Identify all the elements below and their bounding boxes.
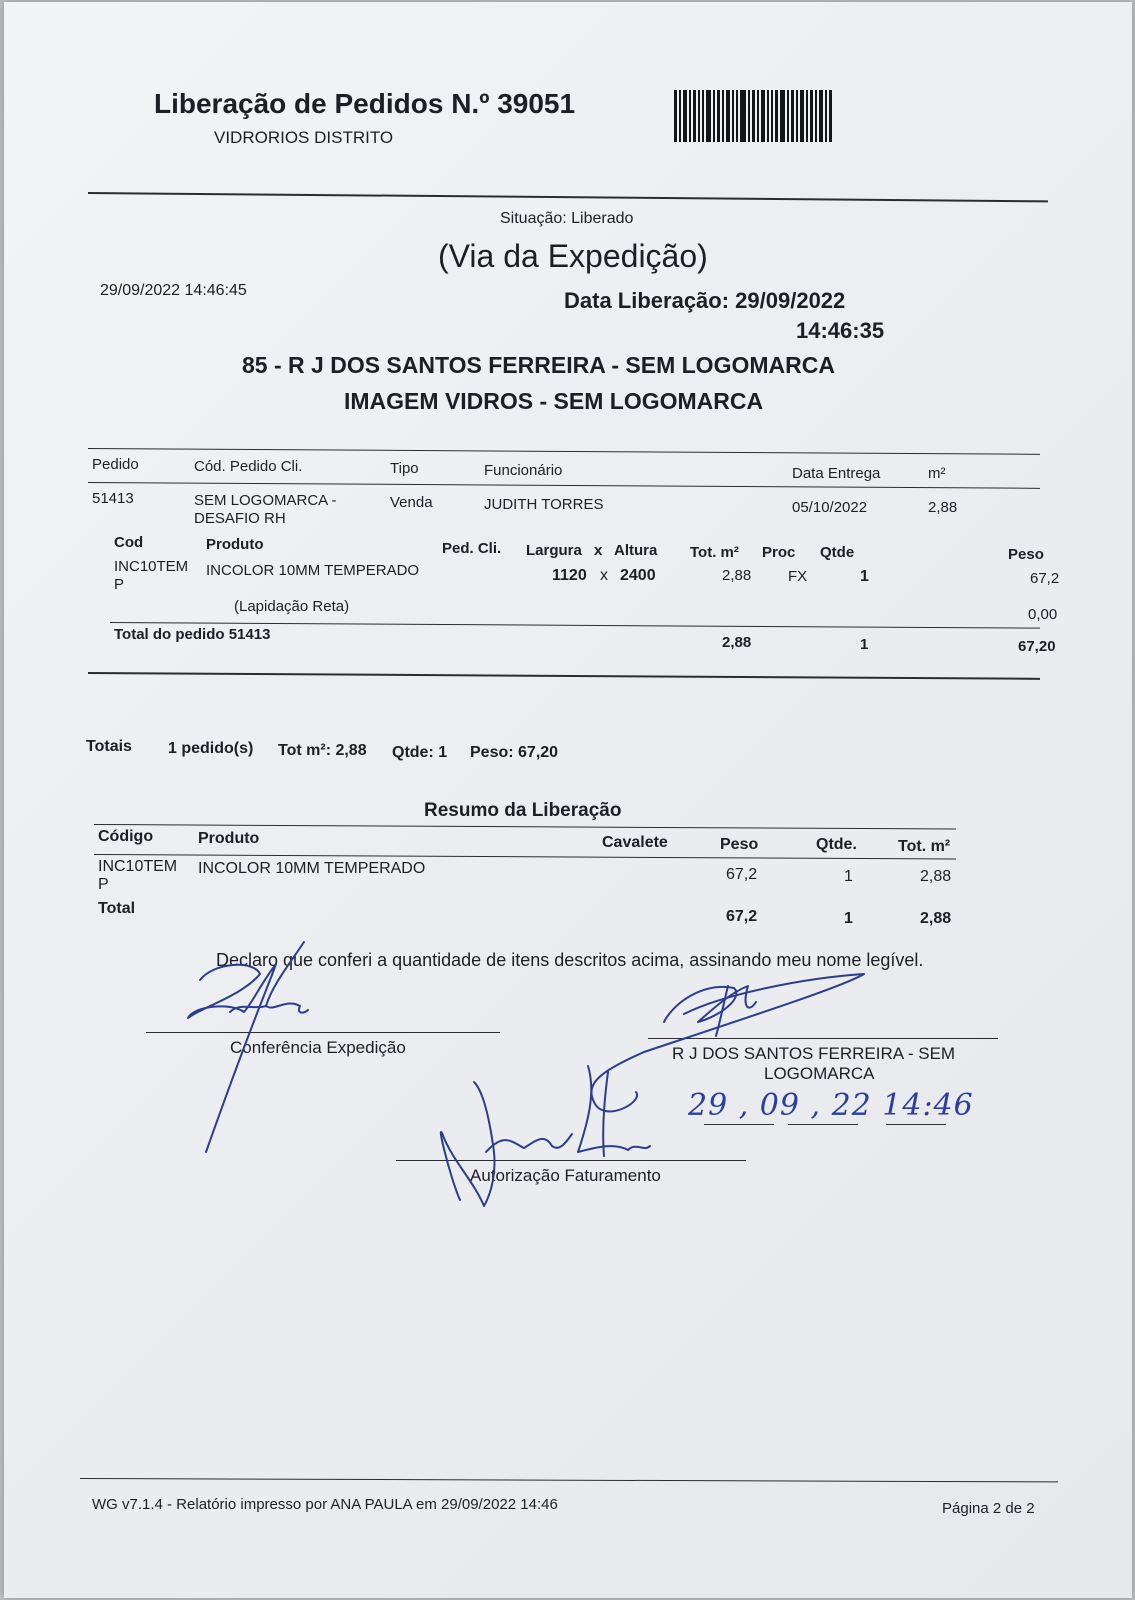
- col-header-cod-pedido-cli: Cód. Pedido Cli.: [194, 458, 303, 475]
- col-header-data-entrega: Data Entrega: [792, 465, 881, 482]
- order-total-label: Total do pedido 51413: [114, 626, 271, 643]
- print-timestamp: 29/09/2022 14:46:45: [100, 282, 247, 299]
- resumo-codigo-1: INC10TEM: [98, 858, 178, 875]
- order-m2: 2,88: [928, 499, 958, 516]
- resumo-peso: 67,2: [726, 866, 758, 883]
- footer-page-number: Página 2 de 2: [942, 1500, 1035, 1517]
- client-subname: IMAGEM VIDROS - SEM LOGOMARCA: [344, 388, 764, 414]
- resumo-total-tot-m2: 2,88: [920, 910, 952, 927]
- signature-label-conferencia: Conferência Expedição: [230, 1038, 406, 1057]
- order-data-entrega: 05/10/2022: [792, 499, 868, 516]
- handwritten-date: 29 , 09 , 22 14:46: [688, 1088, 974, 1123]
- footer-rule: [80, 1478, 1058, 1482]
- declaration-text: Declaro que conferi a quantidade de itens descritos acima, assinando meu nome legível.: [216, 950, 924, 970]
- item-header-altura: Altura: [614, 542, 658, 559]
- resumo-total-peso: 67,2: [726, 908, 758, 925]
- col-header-pedido: Pedido: [92, 456, 139, 473]
- order-cod-pedido-cli-1: SEM LOGOMARCA -: [194, 492, 337, 509]
- item-peso: 67,2: [1030, 570, 1060, 587]
- item-qtde: 1: [860, 568, 869, 585]
- item-header-tot-m2: Tot. m²: [690, 544, 739, 561]
- item-altura: 2400: [620, 567, 656, 584]
- item-header-x: x: [594, 542, 603, 559]
- signature-label-client-1: R J DOS SANTOS FERREIRA - SEM: [672, 1044, 956, 1063]
- resumo-tot-m2: 2,88: [920, 868, 952, 885]
- sub-item-label: (Lapidação Reta): [234, 598, 350, 615]
- item-cod-1: INC10TEM: [114, 558, 189, 575]
- client-name: 85 - R J DOS SANTOS FERREIRA - SEM LOGOMARCA: [242, 352, 835, 378]
- sub-item-peso: 0,00: [1028, 606, 1058, 623]
- item-header-largura: Largura: [526, 542, 582, 559]
- document-page: [4, 2, 1132, 1598]
- resumo-codigo-2: P: [98, 876, 109, 893]
- col-header-m2: m²: [928, 465, 946, 482]
- resumo-produto: INCOLOR 10MM TEMPERADO: [198, 860, 426, 877]
- resumo-total-label: Total: [98, 900, 136, 917]
- totais-pedidos: 1 pedido(s): [168, 740, 254, 757]
- totais-qtde: Qtde: 1: [392, 744, 448, 761]
- item-proc: FX: [788, 568, 808, 585]
- item-header-qtde: Qtde: [820, 544, 855, 561]
- resumo-header-codigo: Código: [98, 828, 154, 845]
- item-header-ped-cli: Ped. Cli.: [442, 540, 502, 557]
- document-title: Liberação de Pedidos N.º 39051: [154, 88, 576, 119]
- data-liberacao: Data Liberação: 29/09/2022: [564, 288, 846, 313]
- signature-label-autorizacao: Autorização Faturamento: [470, 1166, 661, 1185]
- order-total-peso: 67,20: [1018, 638, 1056, 655]
- resumo-title: Resumo da Liberação: [424, 800, 622, 821]
- order-pedido: 51413: [92, 490, 134, 507]
- resumo-header-produto: Produto: [198, 830, 260, 847]
- item-tot-m2: 2,88: [722, 567, 752, 584]
- item-header-peso: Peso: [1008, 546, 1044, 563]
- situacao: Situação: Liberado: [500, 210, 634, 227]
- signature-label-client-2: LOGOMARCA: [764, 1064, 875, 1083]
- col-header-funcionario: Funcionário: [484, 462, 563, 479]
- order-total-tot-m2: 2,88: [722, 634, 752, 651]
- handwritten-signatures: [4, 2, 1132, 1302]
- footer-printed-by: WG v7.1.4 - Relatório impresso por ANA PAULA em 29/09/2022 14:46: [92, 1496, 558, 1513]
- totais-tot-m2: Tot m²: 2,88: [278, 742, 367, 759]
- item-header-proc: Proc: [762, 544, 796, 561]
- item-largura: 1120: [552, 567, 587, 584]
- item-produto: INCOLOR 10MM TEMPERADO: [206, 562, 420, 579]
- totais-peso: Peso: 67,20: [470, 744, 559, 761]
- resumo-header-peso: Peso: [720, 836, 759, 853]
- resumo-total-qtde: 1: [844, 910, 853, 927]
- order-total-qtde: 1: [860, 636, 869, 653]
- order-funcionario: JUDITH TORRES: [484, 496, 604, 513]
- company-name: VIDRORIOS DISTRITO: [214, 128, 394, 147]
- order-tipo: Venda: [390, 494, 433, 511]
- item-header-produto: Produto: [206, 536, 264, 553]
- resumo-header-qtde: Qtde.: [816, 836, 857, 853]
- resumo-header-cavalete: Cavalete: [602, 834, 668, 851]
- hora-liberacao: 14:46:35: [796, 318, 885, 343]
- item-cod-2: P: [114, 576, 125, 593]
- item-header-cod: Cod: [114, 534, 144, 551]
- resumo-qtde: 1: [844, 868, 853, 885]
- totais-label: Totais: [86, 738, 132, 755]
- resumo-header-tot-m2: Tot. m²: [898, 838, 951, 855]
- via-label: (Via da Expedição): [438, 238, 708, 274]
- order-cod-pedido-cli-2: DESAFIO RH: [194, 510, 286, 527]
- col-header-tipo: Tipo: [390, 460, 419, 477]
- item-x: x: [600, 567, 608, 584]
